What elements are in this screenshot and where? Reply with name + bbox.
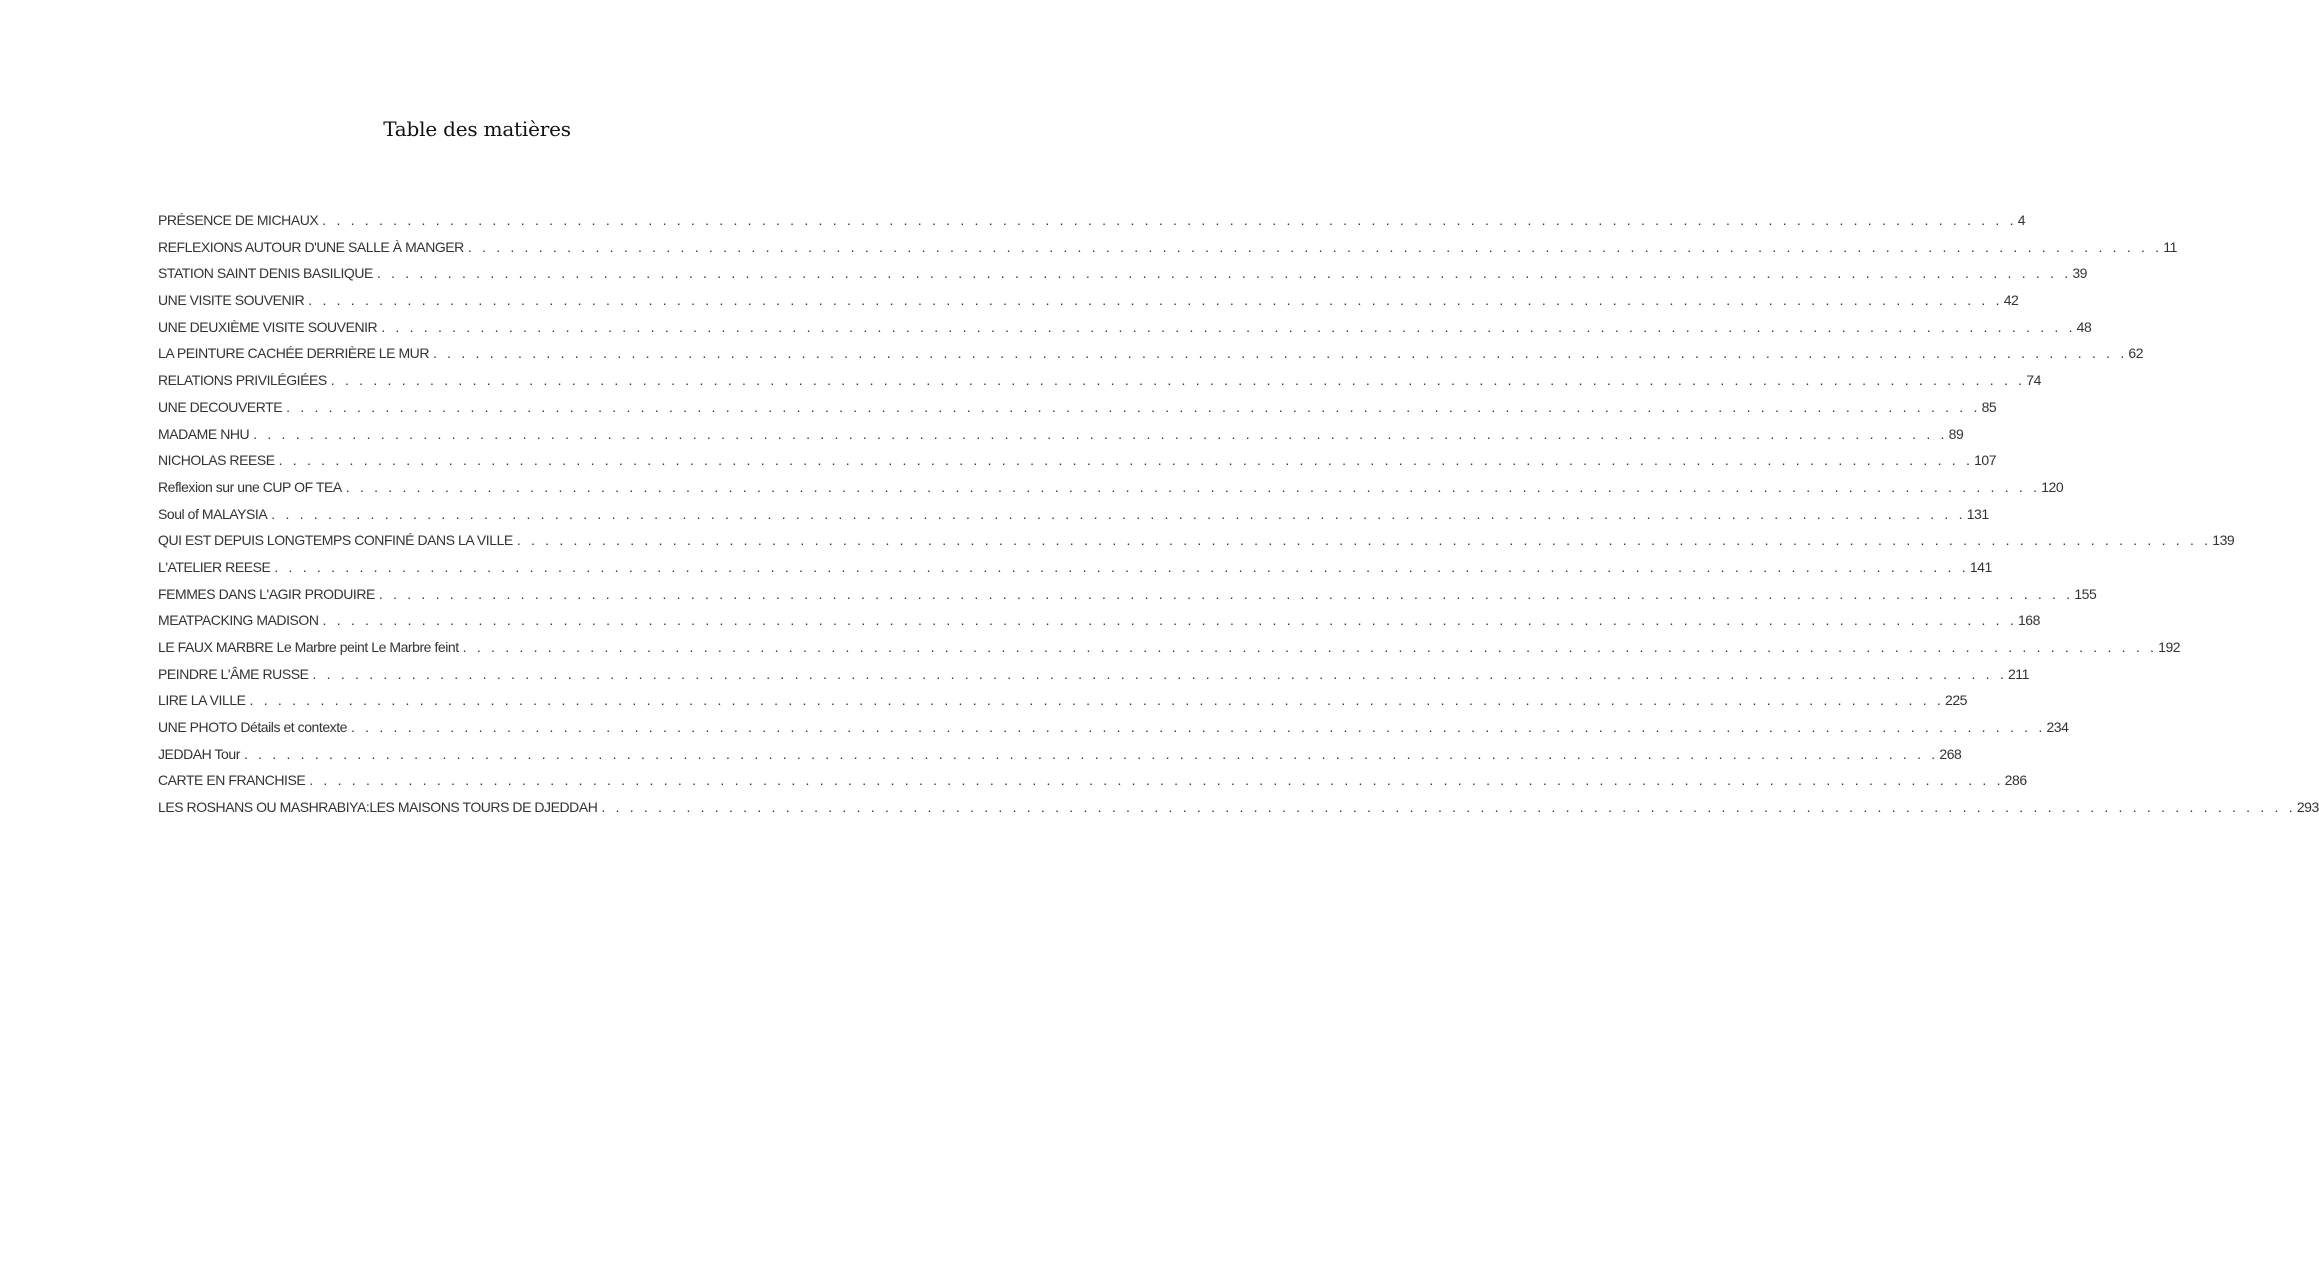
toc-dot-leader: . . . . . . . . . . . . . . . . . . . . . . . . . . . . . . . . . . . . . . . . . . . . . . . . . . . . . . . . . . . . . . . . . . . . . . . . . . . . . . . . . . . . . . . . . . . . . . . . . . . . . . . . . . . . . . . . . . . . . . . . [253, 425, 1948, 442]
toc-entry-page-number: 74 [2026, 372, 2041, 389]
toc-entry-title: MEATPACKING MADISON [158, 612, 319, 629]
page-title: Table des matières [383, 117, 571, 141]
toc-entry-page-number: 211 [2007, 665, 2029, 682]
toc-dot-leader: . . . . . . . . . . . . . . . . . . . . . . . . . . . . . . . . . . . . . . . . . . . . . . . . . . . . . . . . . . . . . . . . . . . . . . . . . . . . . . . . . . . . . . . . . . . . . . . . . . . . . . . . . . . . . . . . . . . . . . . . [243, 745, 1939, 762]
toc-entry-page-number: 139 [2212, 532, 2235, 549]
toc-entry[interactable] [158, 692, 1967, 719]
toc-dot-leader: . . . . . . . . . . . . . . . . . . . . . . . . . . . . . . . . . . . . . . . . . . . . . . . . . . . . . . . . . . . . . . . . . . . . . . . . . . . . . . . . . . . . . . . . . . . . . . . . . . . . . . . . . . . . . . . . . . . . . . . . [271, 505, 1966, 522]
toc-entry-page-number: 131 [1966, 505, 1989, 522]
toc-entry[interactable] [158, 665, 2029, 693]
toc-entry[interactable] [158, 558, 1992, 586]
toc-dot-leader: . . . . . . . . . . . . . . . . . . . . . . . . . . . . . . . . . . . . . . . . . . . . . . . . . . . . . . . . . . . . . . . . . . . . . . . . . . . . . . . . . . . . . . . . . . . . . . . . . . . . . . . . . . . . . . . . . . . . . . . . [274, 558, 1969, 575]
toc-entry[interactable] [158, 372, 2041, 399]
toc-entry-title: LES ROSHANS OU MASHRABIYA:LES MAISONS TOURS DE DJEDDAH [158, 799, 598, 816]
toc-entry-page-number: 192 [2158, 639, 2181, 655]
toc-dot-leader: . . . . . . . . . . . . . . . . . . . . . . . . . . . . . . . . . . . . . . . . . . . . . . . . . . . . . . . . . . . . . . . . . . . . . . . . . . . . . . . . . . . . . . . . . . . . . . . . . . . . . . . . . . . . . . . . . . . . . . . . [322, 212, 2017, 228]
toc-entry[interactable] [158, 772, 2027, 799]
toc-entry[interactable] [158, 639, 2181, 666]
toc-entry-page-number: 234 [2046, 719, 2069, 736]
toc-entry-page-number: 293 [2296, 799, 2319, 816]
toc-entry[interactable] [158, 478, 2064, 506]
toc-entry-title: LA PEINTURE CACHÉE DERRIÈRE LE MUR [158, 345, 429, 362]
toc-entry-title: JEDDAH Tour [158, 745, 240, 762]
toc-entry-page-number: 168 [2017, 612, 2040, 629]
toc-entry[interactable] [158, 425, 1964, 453]
toc-entry-title: Soul of MALAYSIA [158, 505, 268, 522]
toc-entry-title: UNE DEUXIÈME VISITE SOUVENIR [158, 318, 378, 335]
toc-entry[interactable] [158, 745, 1962, 773]
toc-entry[interactable] [158, 292, 2019, 319]
toc-entry[interactable] [158, 612, 2040, 639]
toc-dot-leader: . . . . . . . . . . . . . . . . . . . . . . . . . . . . . . . . . . . . . . . . . . . . . . . . . . . . . . . . . . . . . . . . . . . . . . . . . . . . . . . . . . . . . . . . . . . . . . . . . . . . . . . . . . . . . . . . . . . . . . . . [381, 318, 2076, 335]
toc-dot-leader: . . . . . . . . . . . . . . . . . . . . . . . . . . . . . . . . . . . . . . . . . . . . . . . . . . . . . . . . . . . . . . . . . . . . . . . . . . . . . . . . . . . . . . . . . . . . . . . . . . . . . . . . . . . . . . . . . . . . . . . . [322, 612, 2017, 629]
toc-dot-leader: . . . . . . . . . . . . . . . . . . . . . . . . . . . . . . . . . . . . . . . . . . . . . . . . . . . . . . . . . . . . . . . . . . . . . . . . . . . . . . . . . . . . . . . . . . . . . . . . . . . . . . . . . . . . . . . . . . . . . . . . [308, 292, 2003, 309]
toc-dot-leader: . . . . . . . . . . . . . . . . . . . . . . . . . . . . . . . . . . . . . . . . . . . . . . . . . . . . . . . . . . . . . . . . . . . . . . . . . . . . . . . . . . . . . . . . . . . . . . . . . . . . . . . . . . . . . . . . . . . . . . . . [351, 719, 2046, 736]
toc-entry-title: FEMMES DANS L'AGIR PRODUIRE [158, 585, 375, 602]
toc-entry-title: L'ATELIER REESE [158, 558, 271, 575]
toc-entry-title: STATION SAINT DENIS BASILIQUE [158, 265, 373, 282]
toc-entry-page-number: 141 [1969, 558, 1992, 575]
toc-entry-page-number: 48 [2076, 318, 2092, 335]
toc-entry[interactable] [158, 719, 2069, 746]
toc-dot-leader: . . . . . . . . . . . . . . . . . . . . . . . . . . . . . . . . . . . . . . . . . . . . . . . . . . . . . . . . . . . . . . . . . . . . . . . . . . . . . . . . . . . . . . . . . . . . . . . . . . . . . . . . . . . . . . . . . . . . . . . . [278, 452, 1974, 469]
toc-entry[interactable] [158, 345, 2144, 372]
toc-entry-title: UNE DECOUVERTE [158, 398, 283, 415]
toc-dot-leader: . . . . . . . . . . . . . . . . . . . . . . . . . . . . . . . . . . . . . . . . . . . . . . . . . . . . . . . . . . . . . . . . . . . . . . . . . . . . . . . . . . . . . . . . . . . . . . . . . . . . . . . . . . . . . . . . . . . . . . . . [312, 665, 2007, 682]
toc-entry-title: CARTE EN FRANCHISE [158, 772, 306, 789]
toc-entry-title: PEINDRE L'ÂME RUSSE [158, 665, 309, 682]
toc-entry-title: REFLEXIONS AUTOUR D'UNE SALLE À MANGER [158, 238, 464, 255]
toc-entry[interactable] [158, 585, 2097, 613]
toc-entry[interactable] [158, 398, 1997, 426]
toc-entry[interactable] [158, 452, 1997, 479]
toc-entry-title: RELATIONS PRIVILÉGIÉES [158, 372, 327, 389]
toc-entry[interactable] [158, 532, 2235, 559]
toc-entry-page-number: 120 [2041, 478, 2064, 495]
toc-entry-title: NICHOLAS REESE [158, 452, 275, 469]
toc-entry-title: UNE VISITE SOUVENIR [158, 292, 305, 309]
toc-entry[interactable] [158, 238, 2177, 266]
toc-dot-leader: . . . . . . . . . . . . . . . . . . . . . . . . . . . . . . . . . . . . . . . . . . . . . . . . . . . . . . . . . . . . . . . . . . . . . . . . . . . . . . . . . . . . . . . . . . . . . . . . . . . . . . . . . . . . . . . . . . . . . . . . [309, 772, 2004, 789]
toc-dot-leader: . . . . . . . . . . . . . . . . . . . . . . . . . . . . . . . . . . . . . . . . . . . . . . . . . . . . . . . . . . . . . . . . . . . . . . . . . . . . . . . . . . . . . . . . . . . . . . . . . . . . . . . . . . . . . . . . . . . . . . . . [462, 639, 2158, 655]
toc-dot-leader: . . . . . . . . . . . . . . . . . . . . . . . . . . . . . . . . . . . . . . . . . . . . . . . . . . . . . . . . . . . . . . . . . . . . . . . . . . . . . . . . . . . . . . . . . . . . . . . . . . . . . . . . . . . . . . . . . . . . . . . . [432, 345, 2128, 362]
toc-entry-title: MADAME NHU [158, 425, 250, 442]
toc-entry[interactable] [158, 265, 2088, 292]
table-of-contents [158, 212, 2319, 826]
toc-entry-title: Reflexion sur une CUP OF TEA [158, 478, 342, 495]
toc-entry-page-number: 155 [2074, 585, 2097, 602]
toc-dot-leader: . . . . . . . . . . . . . . . . . . . . . . . . . . . . . . . . . . . . . . . . . . . . . . . . . . . . . . . . . . . . . . . . . . . . . . . . . . . . . . . . . . . . . . . . . . . . . . . . . . . . . . . . . . . . . . . . . . . . . . . . [378, 585, 2074, 602]
toc-entry-page-number: 62 [2128, 345, 2144, 362]
toc-entry-title: LIRE LA VILLE [158, 692, 246, 709]
toc-dot-leader: . . . . . . . . . . . . . . . . . . . . . . . . . . . . . . . . . . . . . . . . . . . . . . . . . . . . . . . . . . . . . . . . . . . . . . . . . . . . . . . . . . . . . . . . . . . . . . . . . . . . . . . . . . . . . . . . . . . . . . . . [376, 265, 2072, 282]
toc-dot-leader: . . . . . . . . . . . . . . . . . . . . . . . . . . . . . . . . . . . . . . . . . . . . . . . . . . . . . . . . . . . . . . . . . . . . . . . . . . . . . . . . . . . . . . . . . . . . . . . . . . . . . . . . . . . . . . . . . . . . . . . . [345, 478, 2041, 495]
toc-entry-title: UNE PHOTO Détails et contexte [158, 719, 347, 736]
toc-entry-page-number: 286 [2004, 772, 2027, 789]
toc-entry-title: QUI EST DEPUIS LONGTEMPS CONFINÉ DANS LA VILLE [158, 532, 513, 549]
toc-entry[interactable] [158, 318, 2092, 346]
toc-entry-page-number: 11 [2163, 238, 2177, 255]
toc-entry[interactable] [158, 212, 2026, 239]
toc-dot-leader: . . . . . . . . . . . . . . . . . . . . . . . . . . . . . . . . . . . . . . . . . . . . . . . . . . . . . . . . . . . . . . . . . . . . . . . . . . . . . . . . . . . . . . . . . . . . . . . . . . . . . . . . . . . . . . . . . . . . . . . . [601, 799, 2296, 816]
toc-entry-page-number: 42 [2003, 292, 2019, 309]
toc-dot-leader: . . . . . . . . . . . . . . . . . . . . . . . . . . . . . . . . . . . . . . . . . . . . . . . . . . . . . . . . . . . . . . . . . . . . . . . . . . . . . . . . . . . . . . . . . . . . . . . . . . . . . . . . . . . . . . . . . . . . . . . . [286, 398, 1981, 415]
toc-dot-leader: . . . . . . . . . . . . . . . . . . . . . . . . . . . . . . . . . . . . . . . . . . . . . . . . . . . . . . . . . . . . . . . . . . . . . . . . . . . . . . . . . . . . . . . . . . . . . . . . . . . . . . . . . . . . . . . . . . . . . . . . [516, 532, 2212, 549]
toc-entry[interactable] [158, 799, 2319, 826]
toc-entry-title: LE FAUX MARBRE Le Marbre peint Le Marbre feint [158, 639, 459, 655]
toc-entry-page-number: 4 [2017, 212, 2026, 228]
toc-entry-page-number: 85 [1981, 398, 1997, 415]
toc-dot-leader: . . . . . . . . . . . . . . . . . . . . . . . . . . . . . . . . . . . . . . . . . . . . . . . . . . . . . . . . . . . . . . . . . . . . . . . . . . . . . . . . . . . . . . . . . . . . . . . . . . . . . . . . . . . . . . . . . . . . . . . . [467, 238, 2163, 255]
toc-dot-leader: . . . . . . . . . . . . . . . . . . . . . . . . . . . . . . . . . . . . . . . . . . . . . . . . . . . . . . . . . . . . . . . . . . . . . . . . . . . . . . . . . . . . . . . . . . . . . . . . . . . . . . . . . . . . . . . . . . . . . . . . [330, 372, 2026, 389]
toc-entry-page-number: 39 [2072, 265, 2088, 282]
toc-entry[interactable] [158, 505, 1989, 533]
toc-entry-page-number: 107 [1974, 452, 1997, 469]
toc-entry-page-number: 268 [1939, 745, 1962, 762]
toc-dot-leader: . . . . . . . . . . . . . . . . . . . . . . . . . . . . . . . . . . . . . . . . . . . . . . . . . . . . . . . . . . . . . . . . . . . . . . . . . . . . . . . . . . . . . . . . . . . . . . . . . . . . . . . . . . . . . . . . . . . . . . . . [249, 692, 1944, 709]
toc-entry-page-number: 225 [1944, 692, 1967, 709]
toc-entry-title: PRÉSENCE DE MICHAUX [158, 212, 319, 228]
toc-entry-page-number: 89 [1948, 425, 1964, 442]
